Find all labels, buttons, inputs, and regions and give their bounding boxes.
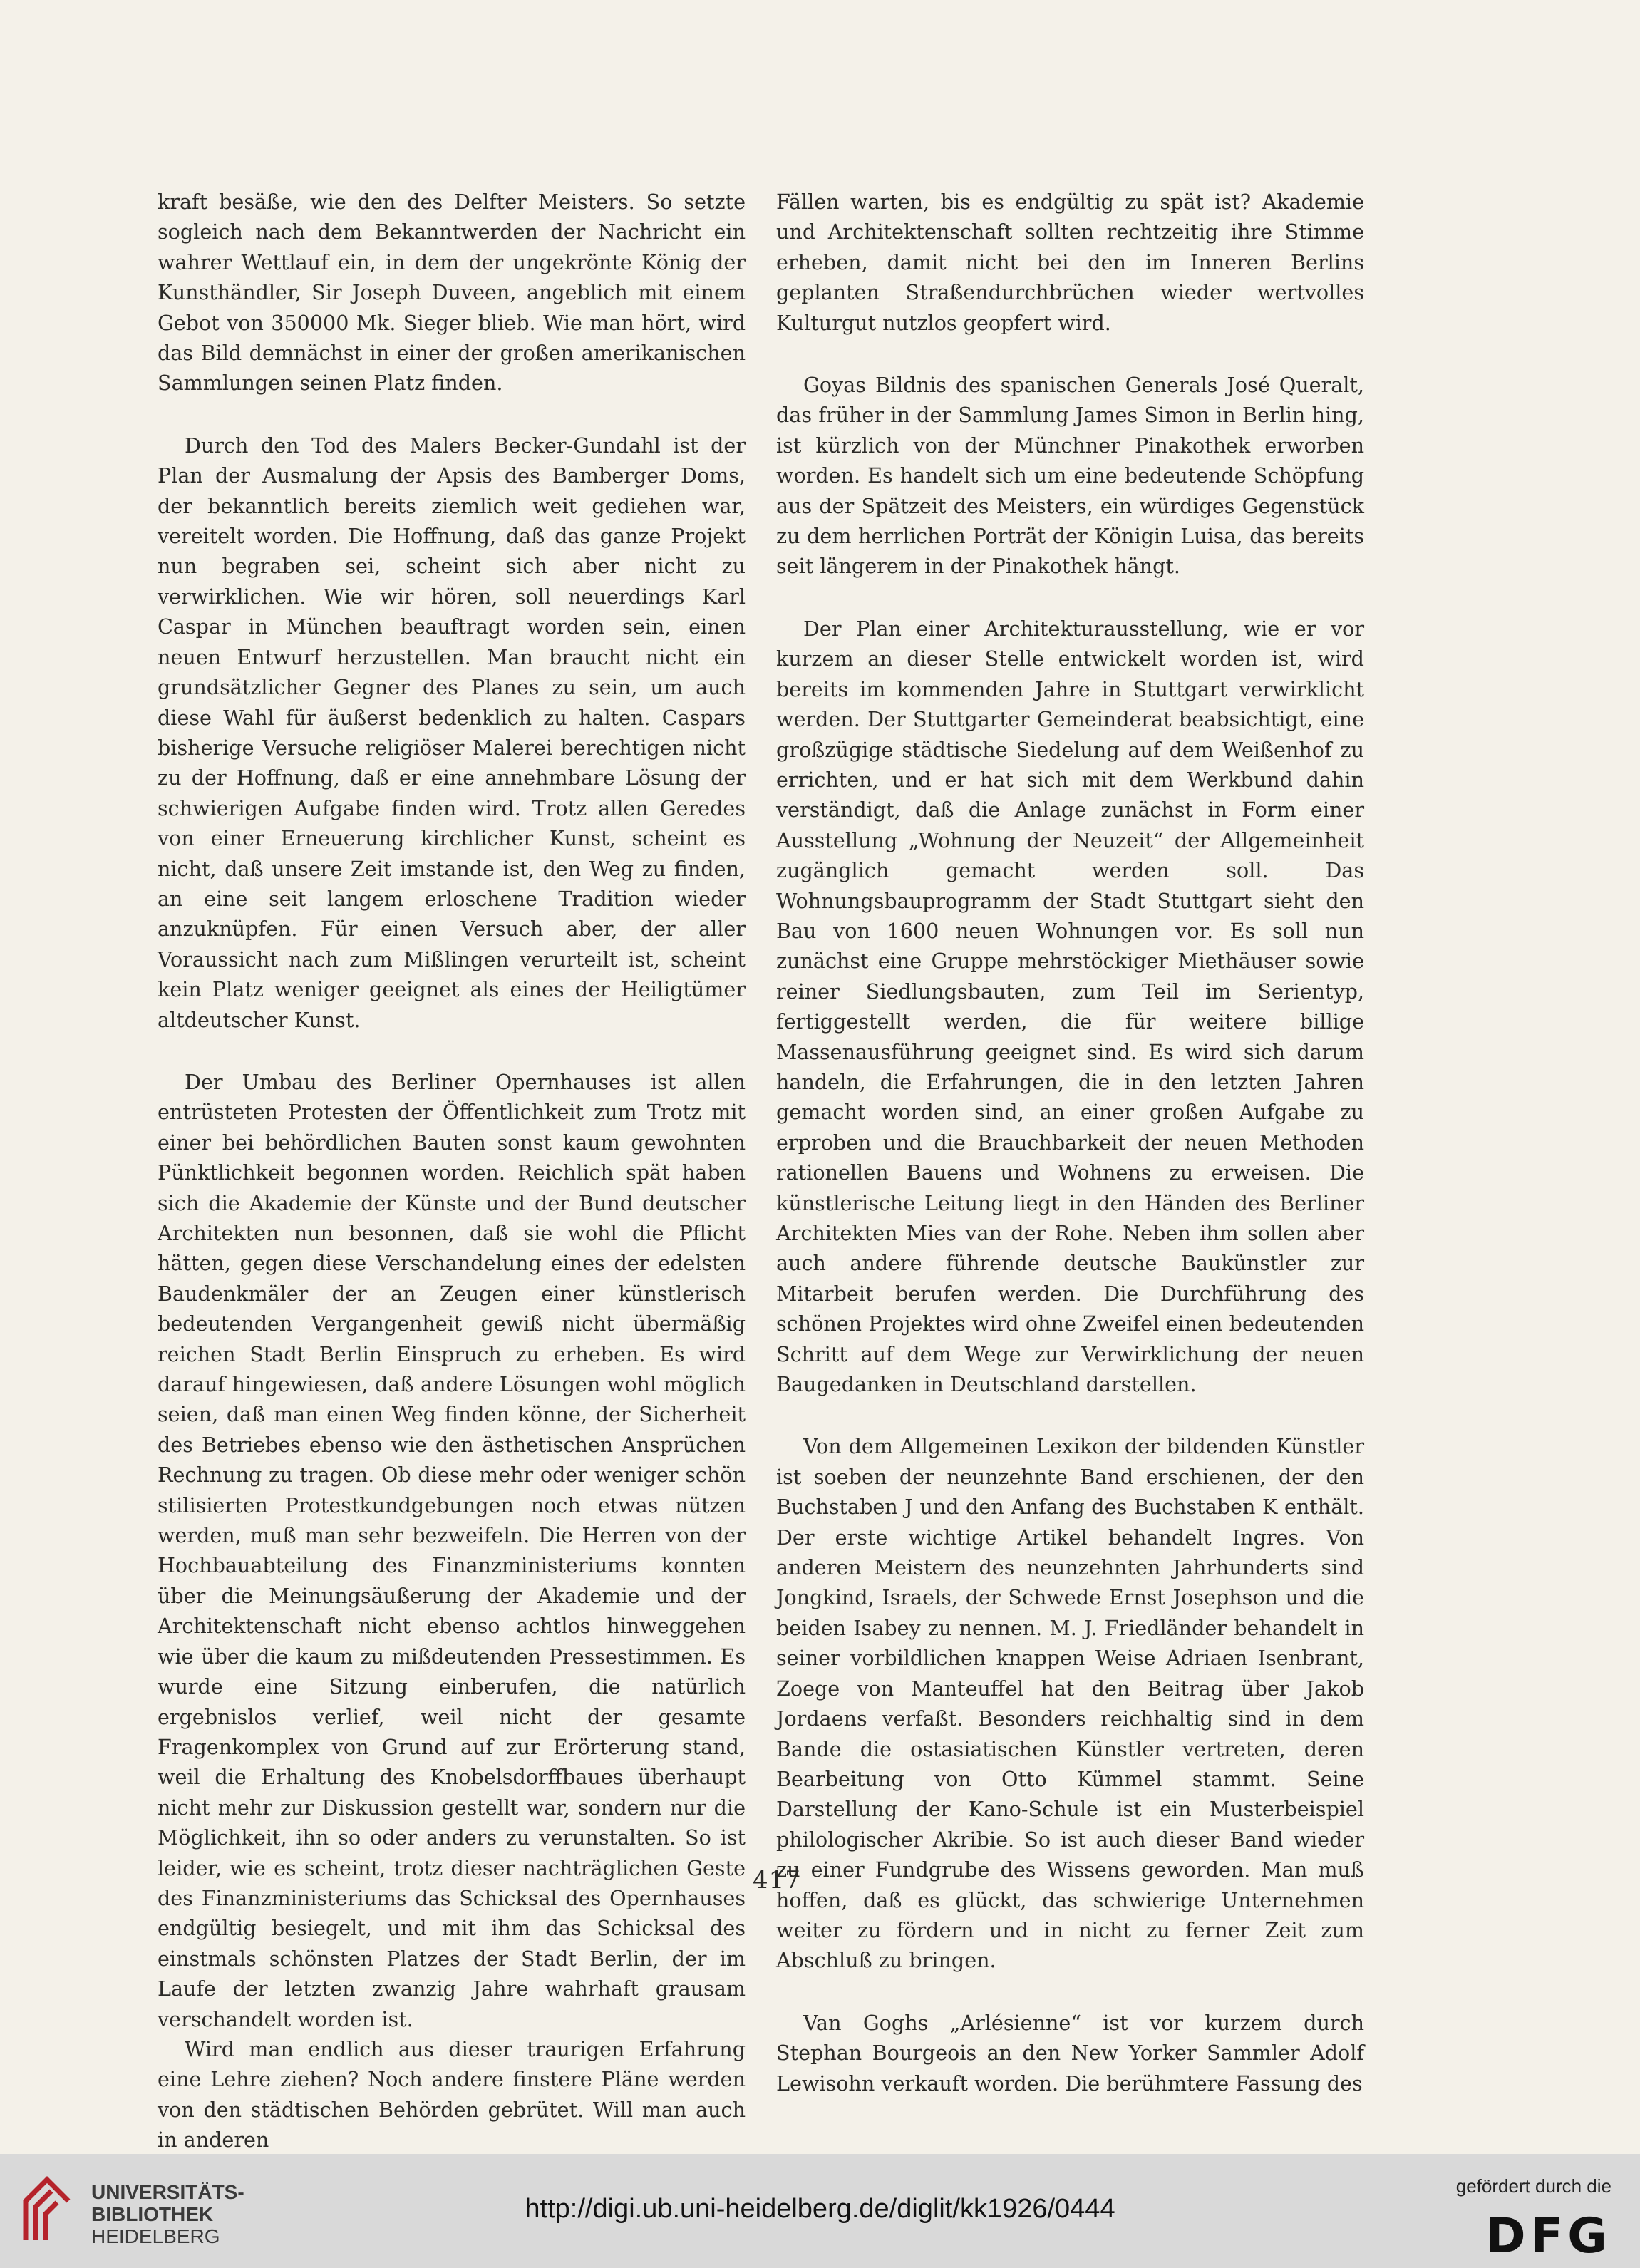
funded-by-label: gefördert durch die: [1455, 2175, 1611, 2197]
library-line-3: HEIDELBERG: [91, 2225, 220, 2247]
footer-bar: [0, 2154, 1640, 2268]
paragraph-lehre: Wird man endlich aus dieser traurigen Erfahrung eine Lehre ziehen? Noch andere finstere Pläne werden von den städtischen Behörden gebrütet. Will man auch in anderen: [158, 2036, 746, 2153]
right-column: [776, 187, 1364, 2098]
paragraph-lexikon: Von dem Allgemeinen Lexikon der bildenden Künstler ist soeben der neunzehnte Band erschienen, der den Buchstaben J und den Anfang des Buchstaben K enthält. Der erste wichtige Artikel behandelt Ingres. Von anderen Meistern des neunzehnten Jahrhunderts sind Jongkind, Israels, der Schwede Ernst Josephson und die beiden Isabey zu nennen. M. J. Friedländer behandelt in seiner vorbildlichen knappen Weise Adriaen Isenbrant, Zoege von Manteuffel hat den Beitrag über Jakob Jordaens verfaßt. Besonders reichhaltig sind in dem Bande die ostasiatischen Künstler vertreten, deren Bearbeitung von Otto Kümmel stammt. Seine Darstellung der Kano-Schule ist ein Musterbeispiel philologischer Akribie. So ist auch dieser Band wieder zu einer Fundgrube des Wissens geworden. Man muß hoffen, daß es glückt, das schwierige Unternehmen weiter zu fördern und in nicht zu ferner Zeit zum Abschluß zu bringen.: [776, 1434, 1364, 1973]
paragraph-delft: kraft besäße, wie den des Delfter Meisters. So setzte sogleich nach dem Bekanntwerden der Nachricht ein wahrer Wettlauf ein, in dem der ungekrönte König der Kunsthändler, Sir Joseph Duveen, angeblich mit einem Gebot von 350000 Mk. Sieger blieb. Wie man hört, wird das Bild demnächst in einer der großen amerikanischen Sammlungen seinen Platz finden.: [158, 190, 746, 396]
library-line-2: BIBLIOTHEK: [91, 2203, 214, 2225]
page-number: 417: [753, 1866, 801, 1895]
paragraph-opernhaus: Der Umbau des Berliner Opernhauses ist allen entrüsteten Protesten der Öffentlichkeit zum Trotz mit einer bei behördlichen Bauten sonst kaum gewohnten Pünktlichkeit begonnen worden. Reichlich spät haben sich die Akademie der Künste und der Bund deutscher Architekten nun besonnen, daß sie wohl die Pflicht hätten, gegen diese Verschandelung eines der edelsten Baudenkmäler der an Zeugen einer künstlerisch bedeutenden Vergangenheit gewiß nicht übermäßig reichen Stadt Berlin Einspruch zu erheben. Es wird darauf hingewiesen, daß andere Lösungen wohl möglich seien, daß man einen Weg finden könne, der Sicherheit des Betriebes ebenso wie den ästhetischen Ansprüchen Rechnung zu tragen. Ob diese mehr oder weniger schön stilisierten Protestkundgebungen noch etwas nützen werden, muß man sehr bezweifeln. Die Herren von der Hochbauabteilung des Finanzministeriums konnten über die Meinungsäußerung der Akademie und der Architektenschaft nicht ebenso achtlos hinweggehen wie über die kaum zu mißdeutenden Pressestimmen. Es wurde eine Sitzung einberufen, die natürlich ergebnislos verlief, weil nicht der gesamte Fragenkomplex von Grund auf zur Erörterung stand, weil die Erhaltung des Knobelsdorffbaues überhaupt nicht mehr zur Diskussion gestellt war, sondern nur die Möglichkeit, ihn so oder anders zu verunstalten. So ist leider, wie es scheint, trotz dieser nachträglichen Geste des Finanzministeriums das Schicksal des Opernhauses endgültig besiegelt, und mit ihm das Schicksal des einstmals schönsten Platzes der Stadt Berlin, der im Laufe der letzten zwanzig Jahre wahrhaft grausam verschandelt worden ist.: [158, 1069, 746, 2031]
library-line-1: UNIVERSITÄTS-: [91, 2181, 244, 2203]
paragraph-goya: Goyas Bildnis des spanischen Generals José Queralt, das früher in der Sammlung James Simon in Berlin hing, ist kürzlich von der Münchner Pinakothek erworben worden. Es handelt sich um eine bedeutende Schöpfung aus der Spätzeit des Meisters, ein würdiges Gegenstück zu dem herrlichen Porträt der Königin Luisa, das bereits seit längerem in der Pinakothek hängt.: [776, 373, 1364, 579]
source-url-link[interactable]: http://digi.ub.uni-heidelberg.de/diglit/kk1926/0444: [525, 2194, 1115, 2224]
dfg-logo: DFG: [1485, 2208, 1611, 2264]
left-column: [158, 187, 746, 2155]
paragraph-van-gogh: Van Goghs „Arlésienne“ ist vor kurzem durch Stephan Bourgeois an den New Yorker Sammler Adolf Lewisohn verkauft worden. Die berühmtere Fassung des: [776, 2010, 1364, 2096]
paragraph-faellen: Fällen warten, bis es endgültig zu spät ist? Akademie und Architektenschaft sollten rechtzeitig ihre Stimme erheben, damit nicht bei den im Inneren Berlins geplanten Straßendurchbrüchen wieder wertvolles Kulturgut nutzlos geopfert wird.: [776, 190, 1364, 335]
paragraph-architekturausstellung: Der Plan einer Architekturausstellung, wie er vor kurzem an dieser Stelle entwickelt worden ist, wird bereits im kommenden Jahre in Stuttgart verwirklicht werden. Der Stuttgarter Gemeinderat beabsichtigt, eine großzügige städtische Siedelung auf dem Weißenhof zu errichten, und er hat sich mit dem Werkbund dahin verständigt, daß die Anlage zunächst in Form einer Ausstellung „Wohnung der Neuzeit“ der Allgemeinheit zugänglich gemacht werden soll. Das Wohnungsbauprogramm der Stadt Stuttgart sieht den Bau von 1600 neuen Wohnungen vor. Es soll nun zunächst eine Gruppe mehrstöckiger Miethäuser sowie reiner Siedlungsbauten, zum Teil im Serientyp, fertiggestellt werden, die für weitere billige Massenausführung geeignet sind. Es wird sich darum handeln, die Erfahrungen, die in den letzten Jahren gemacht worden sind, an einer großen Aufgabe zu erproben und die Brauchbarkeit der neuen Methoden rationellen Bauens und Wohnens zu erweisen. Die künstlerische Leitung liegt in den Händen des Berliner Architekten Mies van der Rohe. Neben ihm sollen aber auch andere führende deutsche Baukünstler zur Mitarbeit berufen werden. Die Durchführung des schönen Projektes wird ohne Zweifel einen bedeutenden Schritt auf dem Wege zur Verwirklichung der neuen Baugedanken in Deutschland darstellen.: [776, 616, 1364, 1397]
paragraph-bamberg: Durch den Tod des Malers Becker-Gundahl ist der Plan der Ausmalung der Apsis des Bamberger Doms, der bekanntlich bereits ziemlich weit gediehen war, vereitelt worden. Die Hoffnung, daß das ganze Projekt nun begraben sei, scheint sich aber nicht zu verwirklichen. Wie wir hören, soll neuerdings Karl Caspar in München beauftragt worden sein, einen neuen Entwurf herzustellen. Man braucht nicht ein grundsätzlicher Gegner des Planes zu sein, um auch diese Wahl für äußerst bedenklich zu halten. Caspars bisherige Versuche religiöser Malerei berechtigen nicht zu der Hoffnung, daß er eine annehmbare Lösung der schwierigen Aufgabe finden wird. Trotz allen Geredes von einer Erneuerung kirchlicher Kunst, scheint es nicht, daß unsere Zeit imstande ist, den Weg zu finden, an eine seit langem erloschene Tradition wieder anzuknüpfen. Für einen Versuch aber, der aller Voraussicht nach zum Mißlingen verurteilt ist, scheint kein Platz weniger geeignet als eines der Heiligtümer altdeutscher Kunst.: [158, 433, 746, 1032]
